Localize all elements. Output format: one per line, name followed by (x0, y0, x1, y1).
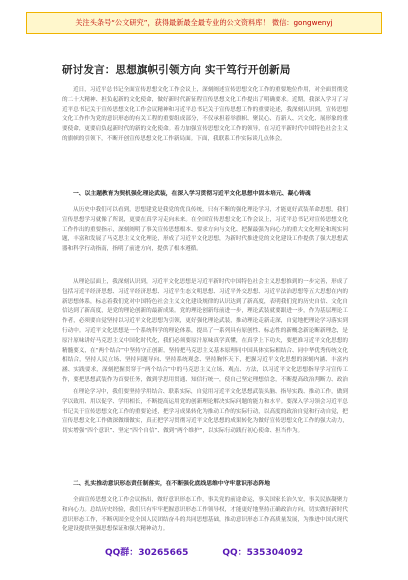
section-heading-2: 二、扎实推动意识形态责任制落实，在不断强化底线思维中守牢意识形态阵地 (73, 481, 271, 487)
top-banner: 关注头条号“公文研究”，获得最新最全最专业的公文资料库！ 微信：gongwenyj (26, 12, 382, 34)
paragraph-theory: 从理论层面上，我深刻认识到，习近平文化思想是习近平新时代中国特色社会主义思想推到的一步完善，形成了包括习近平经济思想、习近平经济思想、习近平生态文明思想、习近平外交思想、习近平法治思想等五大思想在内的新思想体系，标志着我们党对中国特色社会主义文化建设规律的认识达到了新高度，表明我们党的历史自信、文化自信达到了新高度，是党的理论创新的最新成果。党的理论创新每前进一步，理论武装就要跟进一步，作为基层理论工作者，必须要自觉坚持以习近平文化思想为引领，更好强化理论武装，推动理论走新走深，自觉地把理论学习落实到行动中。习近平文化思想是一个系统科学的理论体系，提出了一系列具有原创性、标志性的新概念新论断新理念，是原汁原味讲好马克思主义中国化时代化，我们必须要原汁原味真学真懂，在真学上下功夫，要把准习近平文化思想的精髓要义，在“两个结合”中坚持守正创新，坚持把马克思主义基本原理同中国具体实际相结合、同中华优秀传统文化相结合，坚持人民立场、坚持问题导向、坚持系统观念、坚持胸怀天下，把握习近平文化思想的深刻内涵、丰富内涵、实践要求，深刻把握贯穿于“两个结合”中的马克思主义立场、观点、方法，以习近平文化思想指导学习宣传工作，要把思想武装作为首要任务，做到学思用贯通、知信行统一，使自己坚定理想信念，不断提高政治判断力、政治 (62, 279, 348, 383)
qq-group: QQ群：30265665 (104, 547, 189, 558)
footer-contacts (0, 540, 408, 562)
paragraph-practice: 在理论学习中，我们要坚持学用结合、联系实际，自觉用习近平文化思想武装头脑、指导实践、推动工作，做到学以致用、用以促学、学用相长，不断提高运用党的创新理论解决实际问题的能力和水平。要深入学习领会习近平总书记关于宣传思想文化工作的重要论述，把学习成果转化为推动工作的实际行动，以高度的政治自觉和行动自觉，把宣传思想文化工作做深做细做实，真正把学习贯彻习近平文化思想的成果转化为做好宣传思想文化工作的强大动力，切实增强“四个意识”、坚定“四个自信”、做到“两个维护”，以实际行动践行初心使命、担当作为。 (62, 389, 348, 435)
paragraph-ideology: 全面宣传思想文化工作会议指出，做好意识形态工作，事关党的前途命运，事关国家长治久安，事关民族凝聚力和向心力。总结历史经验，我们只有牢牢把握意识形态工作领导权，才能更好地坚持正确政治方向，切实做好新时代意识形态工作，不断巩固全党全国人民团结奋斗的共同思想基础，推动意识形态工作高质量发展，为推进中国式现代化建设提供坚强思想保证和强大精神动力。 (62, 497, 348, 533)
paragraph-intro: 近日，习近平总书记全面宣传思想文化工作会议上，深刻阐述宣传思想文化工作的重要地位作用，对全面贯彻党的二十大精神、担负起新的文化使命，做好新时代新征程宣传思想文化工作提出了明确要求。近期，我深入学习了习近平总书记关于宣传思想文化工作会议精神和习近平总书记关于宣传思想工作的重要论述，我深刻认识到，宣传思想文化工作作为党的意识形态的有关工程的重要组成部分，不仅承担着举旗帜、聚民心、育新人、兴文化、展形象的重要使命，更要肩负起新时代的新的文化使命。着力加强宣传思想文化工作的领导，在习近平新时代中国特色社会主义的旗帜的引领下，不断开创宣传思想文化工作新局面。下面，我联系工作实际谈几点体会。 (62, 87, 348, 142)
qq-contact: QQ：535304092 (222, 547, 304, 558)
article-title: 研讨发言：思想旗帜引领方向 实干笃行开创新局 (62, 64, 291, 76)
paragraph-history: 从历史中我们可以看到，思想建党是我党的优良传统，只有不断的强化理论学习，才能更好武装革命思想，我们宣传思想学习就像了所说，更要在真学习走向未来。在全国宣传思想文化工作会议上，习近平总书记对宣传思想文化工作作出的重要指示，深刻阐明了事关宣传思想根本、要求方向与文化、把握最强为向心力的重大文化理论和现实问题，丰富和发展了马克思主义文化理论，形成了习近平文化思想，为新时代推进党的文化建设工作提供了强大思想武器和科学行动指南，指明了前进方向，提供了根本遵循。 (62, 207, 348, 253)
section-heading-1: 一、以主题教育为契机强化理论武装，在深入学习贯彻习近平文化思想中固本培元、凝心铸魂 (73, 191, 311, 197)
